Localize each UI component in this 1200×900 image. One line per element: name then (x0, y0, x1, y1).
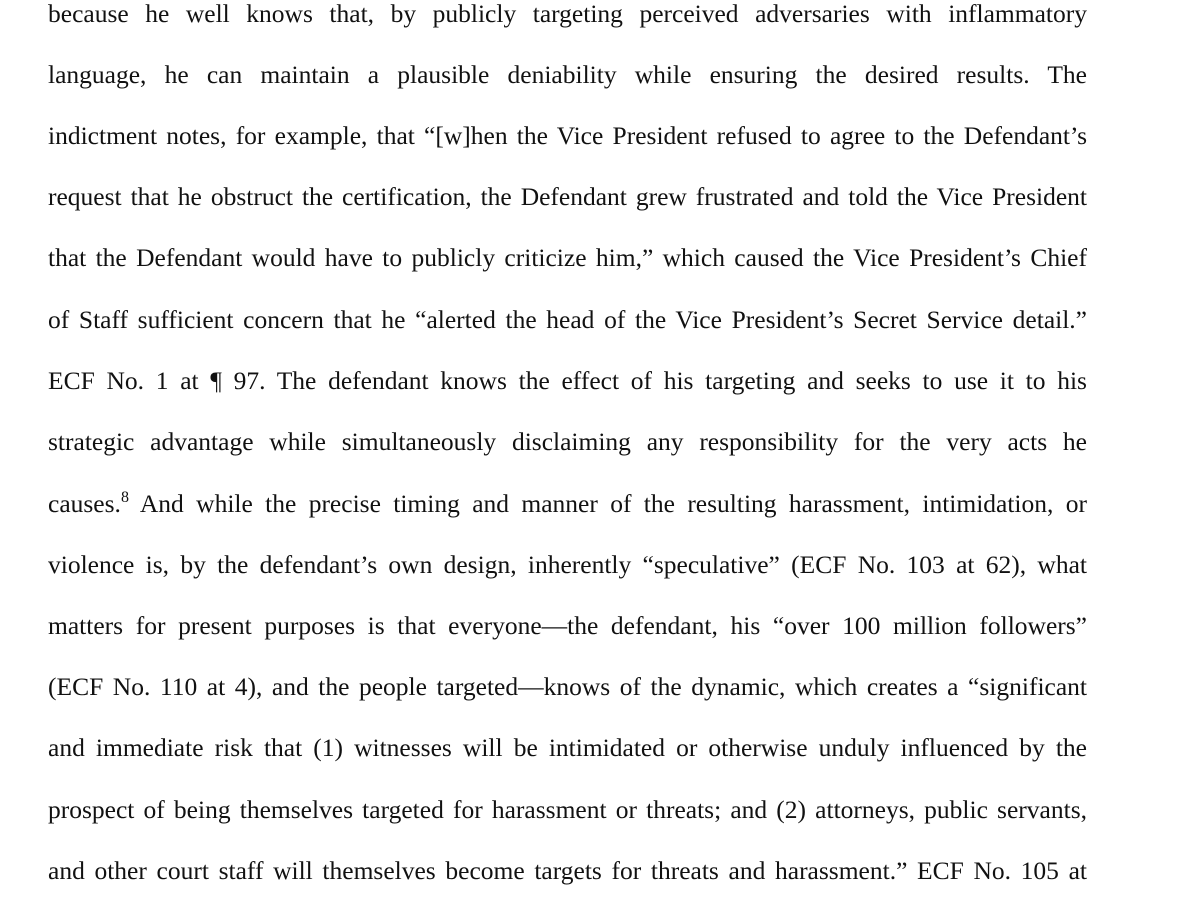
text-line-3: indictment notes, for example, that “[w]hen the Vice President refused to agree to the Defendant’s (48, 121, 1087, 150)
text-line-2: language, he can maintain a plausible deniability while ensuring the desired results. The (48, 60, 1087, 89)
text-line-10: violence is, by the defendant’s own design, inherently “speculative” (ECF No. 103 at 62), what (48, 550, 1087, 579)
text-line-14: prospect of being themselves targeted for harassment or threats; and (2) attorneys, public servants, (48, 795, 1087, 824)
text-line-9 (48, 484, 1087, 524)
text-line-6: of Staff sufficient concern that he “alerted the head of the Vice President’s Secret Service detail.” (48, 305, 1087, 334)
text-line-11: matters for present purposes is that everyone—the defendant, his “over 100 million followers” (48, 611, 1087, 640)
text-line-15: and other court staff will themselves become targets for threats and harassment.” ECF No. 105 at (48, 856, 1087, 885)
text-line-13: and immediate risk that (1) witnesses will be intimidated or otherwise unduly influenced by the (48, 733, 1087, 762)
text-line-1: because he well knows that, by publicly targeting perceived adversaries with inflammatory (48, 0, 1087, 28)
text-line-12: (ECF No. 110 at 4), and the people targeted—knows of the dynamic, which creates a “significant (48, 672, 1087, 701)
footnote-marker[interactable]: 8 (120, 489, 129, 506)
text-line-4: request that he obstruct the certification, the Defendant grew frustrated and told the Vice President (48, 182, 1087, 211)
text-line-8: strategic advantage while simultaneously disclaiming any responsibility for the very acts he (48, 427, 1087, 456)
text-line-5: that the Defendant would have to publicly criticize him,” which caused the Vice President’s Chief (48, 243, 1087, 272)
text-line-9-end: And while the precise timing and manner of the resulting harassment, intimidation, or (128, 489, 1087, 518)
text-line-9-start: causes. (48, 489, 121, 518)
text-line-7: ECF No. 1 at ¶ 97. The defendant knows the effect of his targeting and seeks to use it to his (48, 366, 1087, 395)
